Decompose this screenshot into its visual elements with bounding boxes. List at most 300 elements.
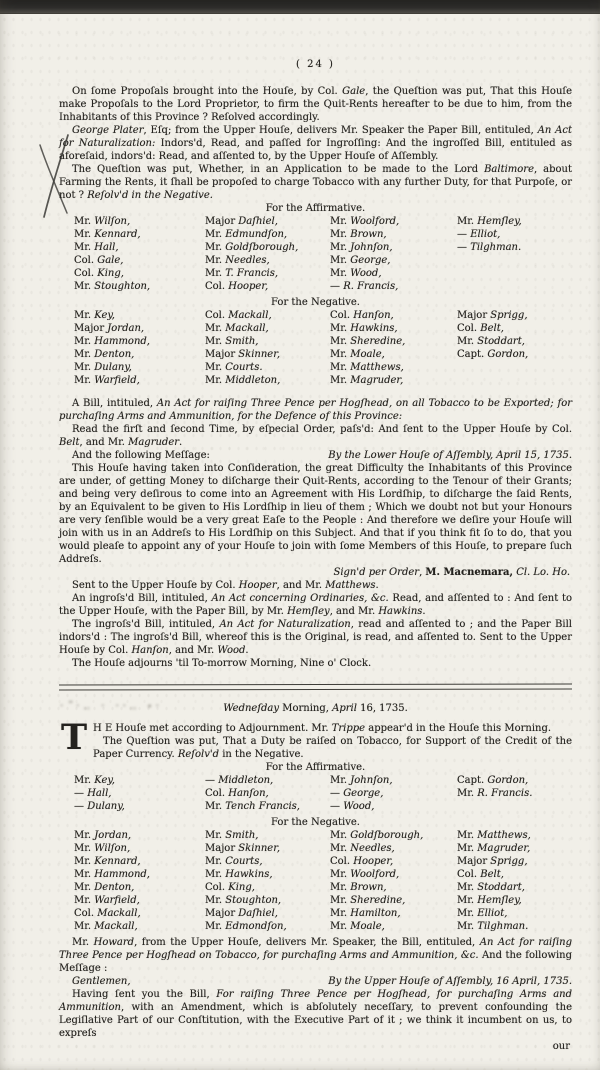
honorific: Col. [205, 310, 229, 321]
surname: Kennard, [94, 856, 141, 867]
honorific: Mr. [205, 362, 226, 373]
honorific: Major [205, 216, 239, 227]
honorific: Mr. [330, 349, 351, 360]
honorific: Col. [330, 856, 354, 867]
paragraph [59, 423, 572, 449]
honorific: Mr. [330, 375, 351, 386]
paragraph [59, 397, 572, 423]
vote-name [205, 829, 330, 842]
surname: Moale, [350, 921, 385, 932]
text-run: Magruder [128, 437, 180, 448]
surname: Magruder, [350, 375, 404, 386]
honorific: Mr. [74, 775, 95, 786]
surname: Warfield, [94, 895, 140, 906]
vote-name [205, 894, 330, 907]
text-run: Wedneſday [223, 703, 280, 714]
text-run: The ingroſs'd Bill, intituled, [72, 619, 220, 630]
text-run: Sign'd per Order [333, 567, 420, 578]
text-run: By the Upper Houſe of Aſſembly, 16 April, 1735. [328, 976, 572, 987]
vote-name [74, 322, 205, 335]
vote-name [330, 322, 457, 335]
surname: Tilghman. [477, 921, 529, 932]
paragraph [59, 124, 572, 163]
surname: Denton, [94, 882, 135, 893]
text-run: . [375, 580, 379, 591]
surname: Edmundſon, [225, 229, 288, 240]
honorific: Mr. [330, 323, 351, 334]
vote-name [330, 348, 457, 361]
honorific: Mr. [205, 801, 226, 812]
vote-name [205, 267, 330, 280]
text-run: Indors'd, Read, and paſſed for Ingroſſing: And the ingroſſed Bill, entituled as aforeſaid, indors'd: Read, and aſſented to, by the Upper Houſe of Aſſembly. [59, 138, 572, 162]
text-run: For raiſing Three Pence per Hogſhead, for purchaſing Arms and Ammunition [59, 989, 573, 1013]
honorific: Mr. [330, 229, 351, 240]
honorific: Mr. [330, 362, 351, 373]
surname: Hawkins, [350, 323, 398, 334]
text-run: Hemſley [287, 606, 330, 617]
vote-name [205, 774, 330, 787]
honorific: Mr. [205, 242, 226, 253]
vote-name [74, 787, 205, 800]
vote-name [330, 881, 457, 894]
vote-name [205, 215, 330, 228]
vote-name [205, 348, 330, 361]
surname: Courts. [225, 362, 263, 373]
vote-name [74, 800, 205, 813]
surname: Wood, [350, 268, 382, 279]
surname: Smith, [225, 830, 259, 841]
vote-name [330, 254, 457, 267]
vote-name [74, 881, 205, 894]
vote-name [74, 774, 205, 787]
vote-name [330, 842, 457, 855]
text-run: George Plater [72, 125, 144, 136]
surname: Sprigg, [490, 310, 528, 321]
surname: Stoddart, [477, 336, 525, 347]
honorific: Mr. [330, 255, 351, 266]
vote-name [205, 920, 330, 933]
surname: Denton, [94, 349, 135, 360]
surname: R. Francis, [343, 281, 399, 292]
text-run: The Houſe adjourns 'til To-morrow Morning, Nine o' Clock. [72, 658, 372, 669]
vote-heading: For the Negative. [271, 297, 360, 308]
text-run: Gentlemen, [72, 976, 131, 987]
text-run: , about Farming the Rents, it ſhall be propoſed to charge Tobacco with any further Duty, for that Purpoſe, or not ? [59, 164, 572, 201]
text-run: Read the firſt and ſecond Time, by eſpecial Order, paſs'd: And ſent to the Upper Houſe by Col. [72, 424, 572, 435]
surname: Hanſon, [228, 788, 269, 799]
honorific: Col. [457, 869, 481, 880]
honorific: Capt. [457, 775, 488, 786]
text-run: M. Macnemara, [425, 567, 514, 578]
vote-name [330, 868, 457, 881]
honorific: Col. [74, 268, 98, 279]
honorific: Mr. [74, 375, 95, 386]
vote-name [330, 829, 457, 842]
honorific: Mr. [457, 895, 478, 906]
surname: Goldſborough, [225, 242, 299, 253]
vote-column [74, 829, 205, 933]
honorific: Col. [457, 323, 481, 334]
text-run: Hanſon [131, 645, 169, 656]
surname: Hemſley, [477, 895, 522, 906]
text-run: Hooper [238, 580, 277, 591]
marginal-smudge: ·˜·‥ · ··‥ ˖· [60, 701, 163, 712]
vote-name [457, 228, 572, 241]
vote-name [74, 309, 205, 322]
vote-column [205, 309, 330, 387]
text-run: By the Lower Houſe of Aſſembly, April 15, 1735. [328, 450, 572, 461]
surname: Needles, [225, 255, 270, 266]
vote-name [205, 800, 330, 813]
vote-heading: For the Affirmative. [265, 762, 366, 773]
honorific: Mr. [330, 336, 351, 347]
text-run: our [552, 1041, 570, 1052]
text-run: . [179, 437, 183, 448]
honorific: Capt. [457, 349, 488, 360]
vote-name [457, 241, 572, 254]
surname: Belt, [480, 869, 504, 880]
surname: King, [228, 882, 255, 893]
text-run: Wood [217, 645, 246, 656]
surname: Kennard, [94, 229, 141, 240]
surname: Wood, [343, 801, 375, 812]
honorific: Mr. [74, 921, 95, 932]
surname: T. Francis, [225, 268, 279, 279]
surname: Smith, [225, 336, 259, 347]
honorific: Mr. [205, 856, 226, 867]
text-run: Having ſent you the Bill, [72, 989, 217, 1000]
text-run: Trippe [331, 723, 366, 734]
vote-name [330, 309, 457, 322]
surname: Skinner, [238, 349, 281, 360]
vote-name [457, 322, 572, 335]
surname: Sheredine, [350, 336, 406, 347]
vote-name [74, 335, 205, 348]
paragraph [59, 163, 572, 202]
vote-name [74, 829, 205, 842]
signature-line [59, 566, 572, 579]
honorific: Mr. [330, 268, 351, 279]
surname: Tench Francis, [225, 801, 300, 812]
text-run: And the following Meſſage : [59, 950, 573, 974]
vote-column [330, 309, 457, 387]
vote-name [330, 894, 457, 907]
surname: Gordon, [487, 349, 529, 360]
surname: Hamilton, [350, 908, 401, 919]
vote-column [74, 309, 205, 387]
text-run: in the Negative. [219, 749, 304, 760]
vote-name [205, 322, 330, 335]
honorific: Mr. [330, 895, 351, 906]
honorific: Mr. [205, 323, 226, 334]
text-run: The Queſtion was put, Whether, in an Application to be made to the Lord [72, 164, 485, 175]
vote-name [74, 280, 205, 293]
vote-name [205, 309, 330, 322]
honorific: Mr. [330, 242, 351, 253]
honorific: Mr. [74, 830, 95, 841]
text-run: , with an Amendment, which is abſolutely neceſſary, to prevent confounding the Legiſlative Part of our Conſtitution, with the Executive Part of it ; we think it incumbent on us, to expreſs [59, 1002, 572, 1039]
honorific: Mr. [330, 869, 351, 880]
split-left [72, 449, 210, 462]
honorific: Mr. [74, 229, 95, 240]
page-content [59, 50, 572, 1053]
surname: Key, [94, 310, 115, 321]
vote-heading: For the Affirmative. [265, 203, 366, 214]
surname: Brown, [350, 882, 387, 893]
vote-list [59, 829, 572, 933]
vote-name [74, 894, 205, 907]
surname: George, [343, 788, 384, 799]
vote-column [74, 774, 205, 813]
dropcap-paragraph [59, 717, 572, 761]
vote-name [205, 907, 330, 920]
vote-name [457, 335, 572, 348]
text-run: Gale [342, 86, 366, 97]
surname: Hammond, [94, 869, 150, 880]
vote-name [205, 241, 330, 254]
surname: Matthews, [477, 830, 531, 841]
split-right [328, 975, 572, 988]
paragraph [59, 462, 572, 566]
honorific: Mr. [74, 242, 95, 253]
vote-list [59, 309, 572, 387]
surname: Warfield, [94, 375, 140, 386]
surname: Courts, [225, 856, 263, 867]
text-run: H E Houſe met according to Adjournment. Mr. [93, 723, 332, 734]
text-run: This Houſe having taken into Conſideration, the great Difficulty the Inhabitants of this Province are under, of getting Money to diſcharge their Quit-Rents, according to the Tenour of their Grants; and being very deſirous to come into an Agreement with His Lordſhip, to diſcharge the ſaid Rents, by an Equivalent to be given to His Lordſhip in lieu of them ; Which we doubt not but your Honours are very ſenſible would be a very great Eaſe to the People : And therefore we deſire your Houſe will join with us in an Addreſs to His Lordſhip on this Subject. And that if you think fit ſo to do, that you would pleaſe to appoint any of your Houſe to join with ſome Members of this Houſe, to prepare ſuch Addreſs. [59, 463, 572, 565]
vote-column [205, 215, 330, 293]
honorific: Mr. [205, 921, 226, 932]
vote-name [457, 920, 572, 933]
surname: Sprigg, [490, 856, 528, 867]
vote-name [205, 374, 330, 387]
paragraph [59, 735, 572, 761]
surname: Johnſon, [350, 242, 393, 253]
text-run: A Bill, intituled, [72, 398, 157, 409]
surname: Hammond, [94, 336, 150, 347]
text-run: , read and aſſented to ; and the Paper Bill indors'd : The ingroſs'd Bill, whereof this is the Original, is read, and aſſented to. Sent to the Upper Houſe by Col. [59, 619, 572, 656]
surname: Wilſon, [94, 216, 131, 227]
page-number: ( 24 ) [296, 59, 335, 70]
honorific: Mr. [205, 895, 226, 906]
surname: Belt, [480, 323, 504, 334]
honorific: Major [74, 323, 108, 334]
text-run: , and Mr. [168, 645, 218, 656]
vote-name [205, 842, 330, 855]
text-run: . [245, 645, 249, 656]
surname: Gordon, [487, 775, 529, 786]
honorific: Mr. [74, 216, 95, 227]
honorific: Mr. [457, 882, 478, 893]
vote-name [330, 774, 457, 787]
vote-name [205, 335, 330, 348]
text-run: Hawkins [378, 606, 423, 617]
vote-column [330, 215, 457, 293]
honorific: Major [205, 908, 239, 919]
honorific: Major [457, 856, 491, 867]
surname: Daſhiel, [238, 908, 278, 919]
honorific: Mr. [330, 921, 351, 932]
vote-name [74, 254, 205, 267]
honorific: Mr. [74, 310, 95, 321]
vote-name [457, 855, 572, 868]
honorific: Col. [74, 908, 98, 919]
surname: Hooper, [228, 281, 269, 292]
vote-name [205, 228, 330, 241]
honorific: Mr. [457, 788, 478, 799]
honorific: — [205, 775, 219, 786]
text-run: Read, and aſſented to : And ſent to the Upper Houſe, with the Paper Bill, by Mr. [59, 593, 572, 617]
surname: Woolford, [350, 869, 400, 880]
paragraph [59, 579, 572, 592]
honorific: Mr. [205, 869, 226, 880]
honorific: Mr. [74, 349, 95, 360]
honorific: Mr. [74, 895, 95, 906]
text-run: , and Mr. [79, 437, 129, 448]
vote-name [74, 215, 205, 228]
surname: Stoughton, [225, 895, 282, 906]
split-left [72, 975, 131, 988]
vote-name [74, 920, 205, 933]
surname: Wilſon, [94, 843, 131, 854]
text-run: And the following Meſſage: [72, 450, 210, 461]
honorific: Mr. [457, 921, 478, 932]
honorific: Mr. [330, 830, 351, 841]
surname: Middleton, [218, 775, 274, 786]
surname: Gale, [97, 255, 124, 266]
surname: Key, [94, 775, 115, 786]
surname: Stoddart, [477, 882, 525, 893]
surname: Sheredine, [350, 895, 406, 906]
vote-name [74, 374, 205, 387]
surname: Tilghman. [470, 242, 522, 253]
honorific: Major [457, 310, 491, 321]
text-run: Reſolv'd in the Negative. [87, 190, 213, 201]
surname: Mackall, [97, 908, 141, 919]
vote-name [330, 228, 457, 241]
vote-name [205, 868, 330, 881]
vote-column [457, 309, 572, 387]
honorific: Mr. [74, 869, 95, 880]
surname: George, [350, 255, 391, 266]
surname: Hall, [87, 788, 112, 799]
vote-name [330, 907, 457, 920]
surname: Jordan, [94, 830, 132, 841]
vote-name [457, 881, 572, 894]
vote-name [457, 829, 572, 842]
paragraph [59, 988, 572, 1040]
vote-name [74, 842, 205, 855]
honorific: — [74, 788, 88, 799]
text-run: An Act for Naturalization: [59, 125, 573, 149]
vote-name [74, 348, 205, 361]
vote-name [330, 800, 457, 813]
paragraph [59, 722, 572, 735]
surname: Skinner, [238, 843, 281, 854]
vote-column [457, 829, 572, 933]
section-divider [59, 683, 572, 690]
text-run: Cl. Lo. Ho. [516, 567, 570, 578]
vote-name [74, 228, 205, 241]
honorific: Mr. [330, 775, 351, 786]
vote-name [457, 215, 572, 228]
surname: Matthews, [350, 362, 404, 373]
surname: Moale, [350, 349, 385, 360]
vote-name [205, 254, 330, 267]
vote-name [205, 280, 330, 293]
vote-column [74, 215, 205, 293]
vote-name [205, 361, 330, 374]
surname: Hanſon, [353, 310, 394, 321]
text-run: Morning, [279, 703, 333, 714]
vote-name [205, 855, 330, 868]
day-heading [59, 702, 572, 715]
surname: Middleton, [225, 375, 281, 386]
honorific: Mr. [330, 843, 351, 854]
surname: Magruder, [477, 843, 531, 854]
honorific: Mr. [74, 882, 95, 893]
vote-name [330, 335, 457, 348]
vote-name [205, 787, 330, 800]
paragraph [59, 592, 572, 618]
vote-list [59, 774, 572, 813]
honorific: — [330, 788, 344, 799]
vote-name [457, 348, 572, 361]
honorific: Mr. [457, 908, 478, 919]
vote-name [457, 894, 572, 907]
surname: Elliot, [470, 229, 501, 240]
honorific: Mr. [74, 336, 95, 347]
vote-name [74, 907, 205, 920]
honorific: Mr. [330, 216, 351, 227]
honorific: Col. [330, 310, 354, 321]
surname: Mackall, [228, 310, 272, 321]
paragraph [59, 936, 572, 975]
honorific: Mr. [205, 268, 226, 279]
scan-top-edge [0, 0, 600, 14]
text-run: An Act for raiſing Three Pence per Hogſhead, on all Tobacco to be Exported; for purchaſing Arms and Ammunition, for the Defence of this Province: [59, 398, 572, 422]
text-run: Reſolv'd [177, 749, 220, 760]
vote-name [330, 920, 457, 933]
vote-name [330, 361, 457, 374]
honorific: Mr. [330, 908, 351, 919]
text-run: 16, 1735. [356, 703, 408, 714]
paragraph [59, 85, 572, 124]
honorific: Major [205, 349, 239, 360]
split-line [59, 975, 572, 988]
text-run: , from the Upper Houſe, delivers Mr. Speaker, the Bill, entituled, [134, 937, 480, 948]
text-run: The Queſtion was put, That a Duty be raiſed on Tobacco, for Support of the Credit of the Paper Currency. [93, 736, 572, 760]
surname: Daſhiel, [238, 216, 278, 227]
honorific: Mr. [457, 216, 478, 227]
honorific: — [74, 801, 88, 812]
honorific: Mr. [205, 830, 226, 841]
text-run: April [332, 703, 357, 714]
honorific: Mr. [205, 255, 226, 266]
surname: Hemſley, [477, 216, 522, 227]
text-run: , [419, 567, 426, 578]
vote-name [74, 855, 205, 868]
vote-heading: For the Negative. [271, 817, 360, 828]
surname: Needles, [350, 843, 395, 854]
honorific: Mr. [457, 336, 478, 347]
honorific: Mr. [74, 843, 95, 854]
catchword [59, 1040, 572, 1053]
document-body [59, 85, 572, 1053]
vote-name [330, 374, 457, 387]
vote-name [330, 855, 457, 868]
text-run: Sent to the Upper Houſe by Col. [72, 580, 239, 591]
